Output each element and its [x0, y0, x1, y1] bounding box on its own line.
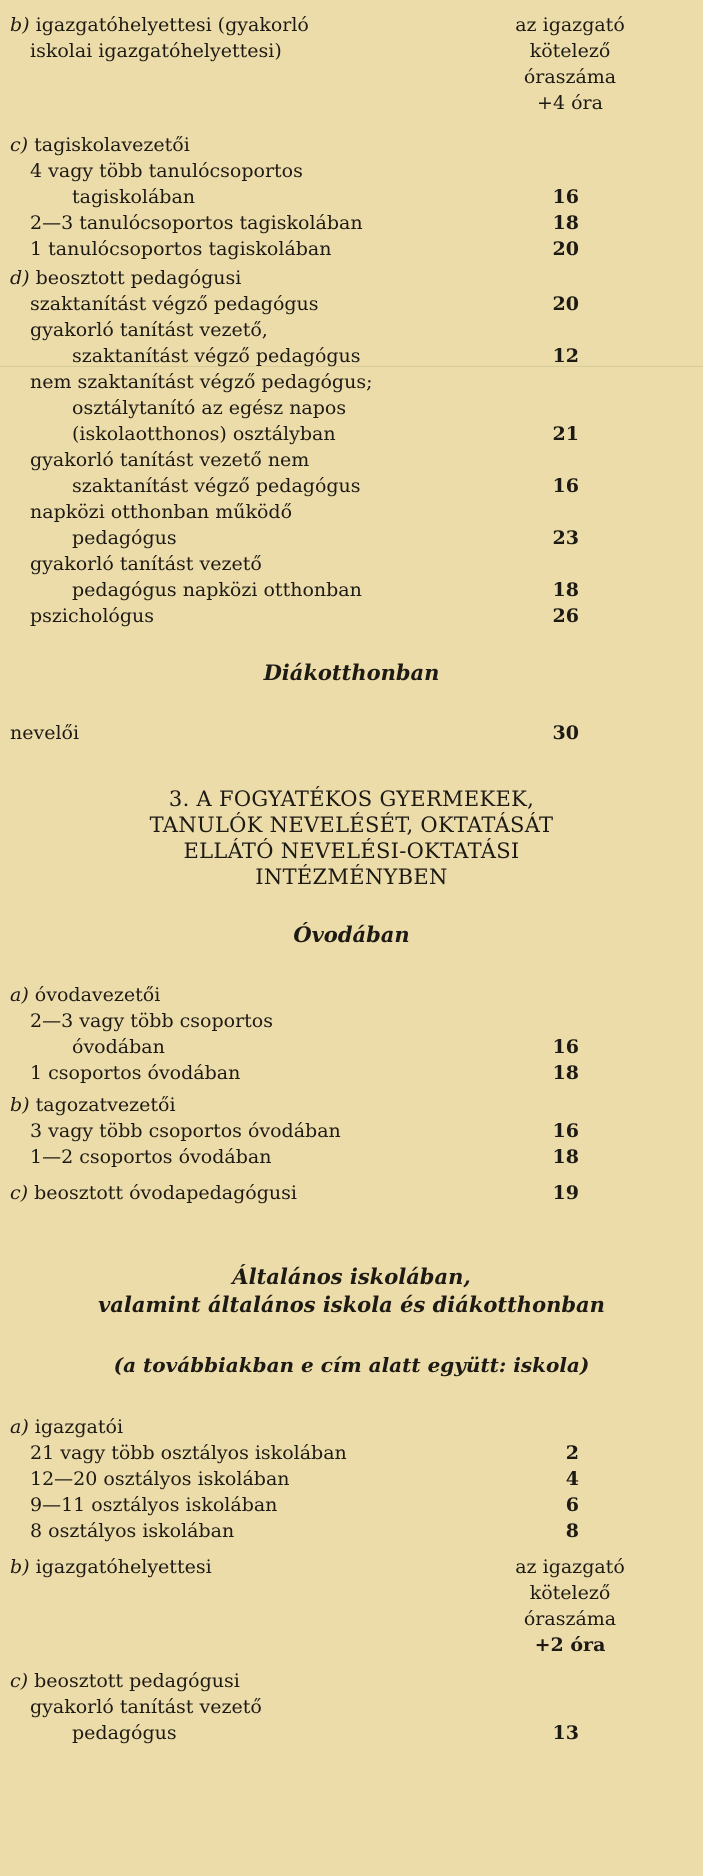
- row-value: 12: [552, 345, 579, 367]
- row-label: 2—3 tanulócsoportos tagiskolában: [30, 212, 363, 234]
- altalanos-b-right-4: +2 óra: [534, 1634, 606, 1656]
- altalanos-c-label: beosztott pedagógusi: [34, 1670, 240, 1692]
- row-value: 21: [552, 423, 579, 445]
- ovoda-a-label: óvodavezetői: [34, 984, 161, 1006]
- altalanos-title-line1: Általános iskolában,: [232, 1264, 471, 1289]
- row-label: gyakorló tanítást vezető,: [30, 319, 268, 341]
- list-item: [0, 1720, 703, 1746]
- altalanos-a-letter: a): [10, 1416, 29, 1438]
- list-item: [0, 395, 703, 421]
- section-c1-label: tagiskolavezetői: [34, 134, 190, 156]
- list-item: [0, 369, 703, 395]
- ovoda-a-heading: [0, 982, 703, 1008]
- altalanos-b-heading: [0, 1554, 703, 1580]
- row-label: nevelői: [10, 722, 80, 744]
- row-label: gyakorló tanítást vezető: [30, 1696, 262, 1718]
- section-b1-label-text: igazgatóhelyettesi (gyakorló: [35, 14, 309, 36]
- row-value: 13: [552, 1722, 579, 1744]
- row-label: szaktanítást végző pedagógus: [72, 345, 361, 367]
- row-label: 8 osztályos iskolában: [30, 1520, 235, 1542]
- ovoda-c-heading: [0, 1180, 703, 1206]
- altalanos-title-line2: valamint általános iskola és diákotthonban: [98, 1292, 605, 1317]
- altalanos-a-heading: [0, 1414, 703, 1440]
- list-item: [0, 720, 703, 746]
- row-label: 1—2 csoportos óvodában: [30, 1146, 272, 1168]
- list-item: [0, 447, 703, 473]
- list-item: [0, 551, 703, 577]
- list-item: [0, 421, 703, 447]
- section-b1-label: [10, 12, 309, 38]
- row-label: pedagógus: [72, 1722, 177, 1744]
- row-value: 16: [552, 475, 579, 497]
- row-label: szaktanítást végző pedagógus: [30, 293, 319, 315]
- section-heading-line-4: INTÉZMÉNYBEN: [255, 865, 448, 889]
- list-item: [0, 499, 703, 525]
- list-item: [0, 525, 703, 551]
- list-item: [0, 577, 703, 603]
- row-value: 30: [552, 722, 579, 744]
- row-label: 21 vagy több osztályos iskolában: [30, 1442, 347, 1464]
- row-value: 16: [552, 1120, 579, 1142]
- list-item: [0, 1440, 703, 1466]
- ovoda-c-letter: c): [10, 1182, 29, 1204]
- row-value: 8: [565, 1520, 579, 1542]
- row-value: 16: [552, 186, 579, 208]
- list-item: [0, 1034, 703, 1060]
- row-label: 2—3 vagy több csoportos: [30, 1010, 273, 1032]
- row-value: 16: [552, 1036, 579, 1058]
- section-b1-line2: [0, 38, 703, 64]
- row-label: 1 csoportos óvodában: [30, 1062, 241, 1084]
- row-label: pedagógus: [72, 527, 177, 549]
- ovoda-b-heading: [0, 1092, 703, 1118]
- ovoda-title: Óvodában: [293, 922, 410, 947]
- row-value: 18: [552, 1146, 579, 1168]
- ovoda-c-label: beosztott óvodapedagógusi: [34, 1182, 297, 1204]
- altalanos-b-line3: [0, 1606, 703, 1632]
- section-heading-line-1: 3. A FOGYATÉKOS GYERMEKEK,: [168, 787, 535, 811]
- list-item: [0, 1008, 703, 1034]
- row-value: 23: [552, 527, 579, 549]
- altalanos-b-label: igazgatóhelyettesi: [35, 1556, 212, 1578]
- row-label: 9—11 osztályos iskolában: [30, 1494, 278, 1516]
- row-value: 2: [565, 1442, 579, 1464]
- altalanos-c-heading: [0, 1668, 703, 1694]
- row-label: óvodában: [72, 1036, 165, 1058]
- list-item: [0, 1466, 703, 1492]
- altalanos-c-letter: c): [10, 1670, 29, 1692]
- row-label: pszichológus: [30, 605, 154, 627]
- section-b1-right-4: +4 óra: [537, 92, 603, 114]
- diakotthon-title: Diákotthonban: [263, 660, 440, 685]
- section-heading-line-2: TANULÓK NEVELÉSÉT, OKTATÁSÁT: [149, 813, 554, 837]
- row-label: gyakorló tanítást vezető nem: [30, 449, 310, 471]
- altalanos-b-right-2: kötelező: [529, 1582, 611, 1604]
- row-label: nem szaktanítást végző pedagógus;: [30, 371, 373, 393]
- section-d1-label: beosztott pedagógusi: [35, 267, 242, 289]
- list-item: [0, 210, 703, 236]
- section-c1-heading: [0, 132, 703, 158]
- altalanos-note: (a továbbiakban e cím alatt együtt: iskola): [113, 1353, 590, 1377]
- row-label: napközi otthonban működő: [30, 501, 293, 523]
- list-item: [0, 291, 703, 317]
- ovoda-b-label: tagozatvezetői: [35, 1094, 176, 1116]
- row-label: pedagógus napközi otthonban: [72, 579, 362, 601]
- list-item: [0, 1694, 703, 1720]
- list-item: [0, 158, 703, 184]
- list-item: [0, 473, 703, 499]
- row-value: 19: [552, 1182, 579, 1204]
- section-b1-right-3: óraszáma: [523, 66, 617, 88]
- row-value: 18: [552, 579, 579, 601]
- list-item: [0, 1060, 703, 1086]
- ovoda-a-letter: a): [10, 984, 29, 1006]
- row-label: 12—20 osztályos iskolában: [30, 1468, 290, 1490]
- row-label: 4 vagy több tanulócsoportos: [30, 160, 303, 182]
- altalanos-b-line2: [0, 1580, 703, 1606]
- list-item: [0, 343, 703, 369]
- section-d1-heading: [0, 265, 703, 291]
- row-value: 4: [565, 1468, 579, 1490]
- row-label: 3 vagy több csoportos óvodában: [30, 1120, 341, 1142]
- row-label: (iskolaotthonos) osztályban: [72, 423, 336, 445]
- row-label: szaktanítást végző pedagógus: [72, 475, 361, 497]
- section-heading-line-3: ELLÁTÓ NEVELÉSI-OKTATÁSI: [183, 839, 520, 863]
- list-item: [0, 184, 703, 210]
- row-label: 1 tanulócsoportos tagiskolában: [30, 238, 332, 260]
- list-item: [0, 317, 703, 343]
- section-b1-right-1: az igazgató: [515, 14, 625, 36]
- row-value: 26: [552, 605, 579, 627]
- altalanos-b-line4: [0, 1632, 703, 1658]
- list-item: [0, 236, 703, 262]
- altalanos-b-right-1: az igazgató: [515, 1556, 625, 1578]
- altalanos-b-letter: b): [10, 1556, 30, 1578]
- section-c1-letter: c): [10, 134, 29, 156]
- row-value: 18: [552, 212, 579, 234]
- row-value: 20: [552, 238, 579, 260]
- section-b1-letter: b): [10, 14, 30, 36]
- altalanos-a-label: igazgatói: [34, 1416, 124, 1438]
- row-value: 18: [552, 1062, 579, 1084]
- row-value: 6: [565, 1494, 579, 1516]
- row-label: gyakorló tanítást vezető: [30, 553, 262, 575]
- section-b1-line3: [0, 64, 703, 90]
- section-b1-line4: [0, 90, 703, 116]
- altalanos-b-right-3: óraszáma: [523, 1608, 617, 1630]
- section-b1-right-2: kötelező: [529, 40, 611, 62]
- section-b1-label-line2: iskolai igazgatóhelyettesi): [30, 40, 282, 62]
- section-d1-letter: d): [10, 267, 30, 289]
- row-value: 20: [552, 293, 579, 315]
- row-label: tagiskolában: [72, 186, 196, 208]
- list-item: [0, 1492, 703, 1518]
- list-item: [0, 1144, 703, 1170]
- list-item: [0, 1118, 703, 1144]
- list-item: [0, 603, 703, 629]
- section-b1-heading: [0, 12, 703, 38]
- row-label: osztálytanító az egész napos: [72, 397, 347, 419]
- ovoda-b-letter: b): [10, 1094, 30, 1116]
- list-item: [0, 1518, 703, 1544]
